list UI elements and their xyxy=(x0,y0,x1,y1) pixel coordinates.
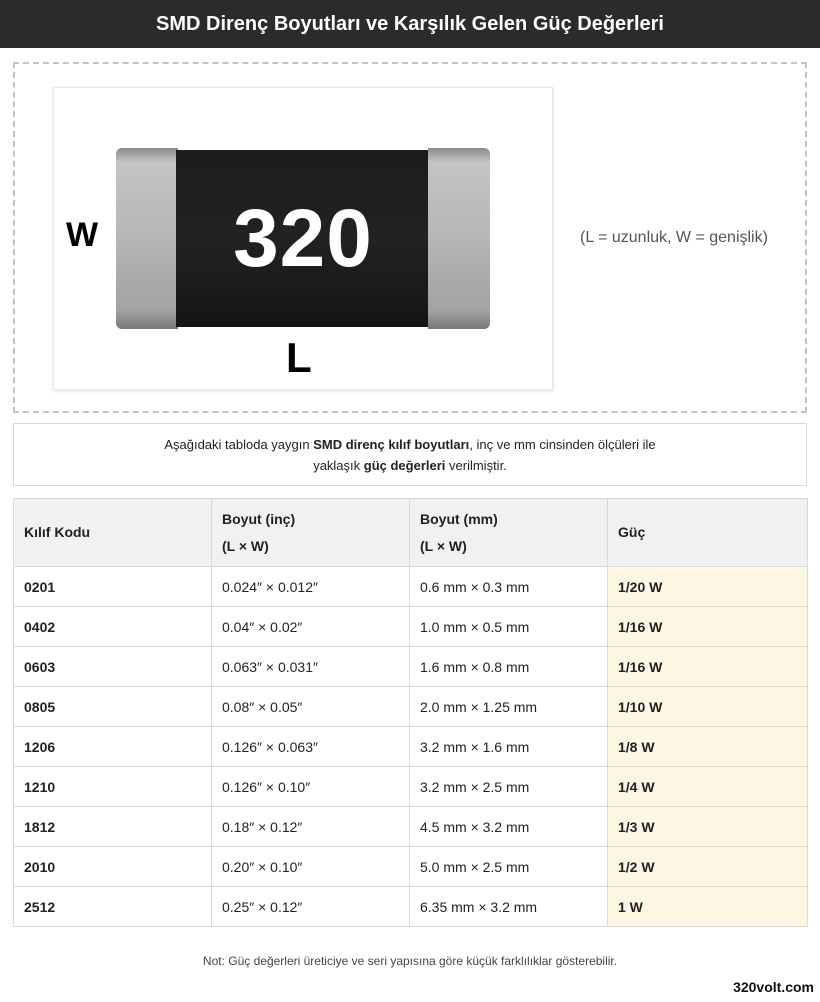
cell-power: 1/16 W xyxy=(608,647,808,687)
cell-power: 1/3 W xyxy=(608,807,808,847)
cell-package-code: 1812 xyxy=(14,807,212,847)
intro-line-1 xyxy=(164,434,655,455)
cell-size-inch: 0.063″ × 0.031″ xyxy=(212,647,410,687)
cell-power: 1/20 W xyxy=(608,567,808,607)
intro-line-2 xyxy=(313,455,507,476)
resistor-marking: 320 xyxy=(233,192,373,284)
cell-package-code: 0402 xyxy=(14,607,212,647)
cell-package-code: 0805 xyxy=(14,687,212,727)
intro-text-part: , inç ve mm cinsinden ölçüleri ile xyxy=(469,436,656,452)
cell-size-mm: 3.2 mm × 1.6 mm xyxy=(410,727,608,767)
resistor-body xyxy=(176,150,430,327)
resistor-photo xyxy=(53,87,553,390)
table-row xyxy=(14,807,808,847)
intro-text-part: Aşağıdaki tabloda yaygın xyxy=(164,436,314,452)
cell-size-inch: 0.04″ × 0.02″ xyxy=(212,607,410,647)
size-power-table-wrapper xyxy=(13,498,807,927)
cell-size-mm: 4.5 mm × 3.2 mm xyxy=(410,807,608,847)
header-size-inch-title: Boyut (inç) xyxy=(222,510,296,527)
resistor-terminal-left xyxy=(116,148,178,329)
cell-power: 1 W xyxy=(608,887,808,927)
header-size-inch xyxy=(212,499,410,567)
length-label: L xyxy=(286,334,312,381)
header-size-mm xyxy=(410,499,608,567)
cell-size-mm: 6.35 mm × 3.2 mm xyxy=(410,887,608,927)
footnote: Not: Güç değerleri üreticiye ve seri yapısına göre küçük farklılıklar gösterebilir. xyxy=(202,954,618,968)
table-row xyxy=(14,727,808,767)
cell-size-inch: 0.024″ × 0.012″ xyxy=(212,567,410,607)
intro-highlight: SMD direnç kılıf boyutları xyxy=(313,436,470,452)
cell-package-code: 0603 xyxy=(14,647,212,687)
cell-size-mm: 0.6 mm × 0.3 mm xyxy=(410,567,608,607)
cell-power: 1/16 W xyxy=(608,607,808,647)
table-row xyxy=(14,607,808,647)
table-row xyxy=(14,767,808,807)
resistor-terminal-right xyxy=(428,148,490,329)
width-label: W xyxy=(66,216,99,254)
table-row xyxy=(14,567,808,607)
header-size-mm-title: Boyut (mm) xyxy=(420,510,498,527)
cell-size-inch: 0.126″ × 0.063″ xyxy=(212,727,410,767)
brand-watermark: 320volt.com xyxy=(733,979,814,995)
smd-resistor-illustration xyxy=(116,148,490,329)
intro-highlight: güç değerleri xyxy=(363,457,446,473)
header-power: Güç xyxy=(608,499,808,567)
cell-size-inch: 0.25″ × 0.12″ xyxy=(212,887,410,927)
header-size-mm-sub: (L × W) xyxy=(420,537,467,554)
table-header-row xyxy=(14,499,808,567)
resistor-figure xyxy=(13,62,807,413)
header-package-code: Kılıf Kodu xyxy=(14,499,212,567)
cell-size-inch: 0.20″ × 0.10″ xyxy=(212,847,410,887)
cell-package-code: 1210 xyxy=(14,767,212,807)
cell-size-mm: 1.0 mm × 0.5 mm xyxy=(410,607,608,647)
cell-power: 1/10 W xyxy=(608,687,808,727)
cell-package-code: 2512 xyxy=(14,887,212,927)
size-power-table xyxy=(13,498,808,927)
intro-text-part: yaklaşık xyxy=(313,457,364,473)
cell-package-code: 0201 xyxy=(14,567,212,607)
cell-power: 1/8 W xyxy=(608,727,808,767)
cell-package-code: 1206 xyxy=(14,727,212,767)
table-row xyxy=(14,647,808,687)
cell-power: 1/2 W xyxy=(608,847,808,887)
cell-size-mm: 2.0 mm × 1.25 mm xyxy=(410,687,608,727)
cell-size-mm: 3.2 mm × 2.5 mm xyxy=(410,767,608,807)
cell-size-inch: 0.08″ × 0.05″ xyxy=(212,687,410,727)
intro-text xyxy=(13,423,807,486)
table-row xyxy=(14,847,808,887)
header-size-inch-sub: (L × W) xyxy=(222,537,269,554)
cell-power: 1/4 W xyxy=(608,767,808,807)
page-title: SMD Direnç Boyutları ve Karşılık Gelen Güç Değerleri xyxy=(0,0,820,48)
intro-text-part: verilmiştir. xyxy=(445,457,507,473)
table-row xyxy=(14,887,808,927)
cell-size-inch: 0.126″ × 0.10″ xyxy=(212,767,410,807)
cell-size-inch: 0.18″ × 0.12″ xyxy=(212,807,410,847)
cell-size-mm: 1.6 mm × 0.8 mm xyxy=(410,647,608,687)
table-body xyxy=(14,567,808,927)
dimension-caption: (L = uzunluk, W = genişlik) xyxy=(580,229,768,246)
cell-size-mm: 5.0 mm × 2.5 mm xyxy=(410,847,608,887)
cell-package-code: 2010 xyxy=(14,847,212,887)
table-row xyxy=(14,687,808,727)
